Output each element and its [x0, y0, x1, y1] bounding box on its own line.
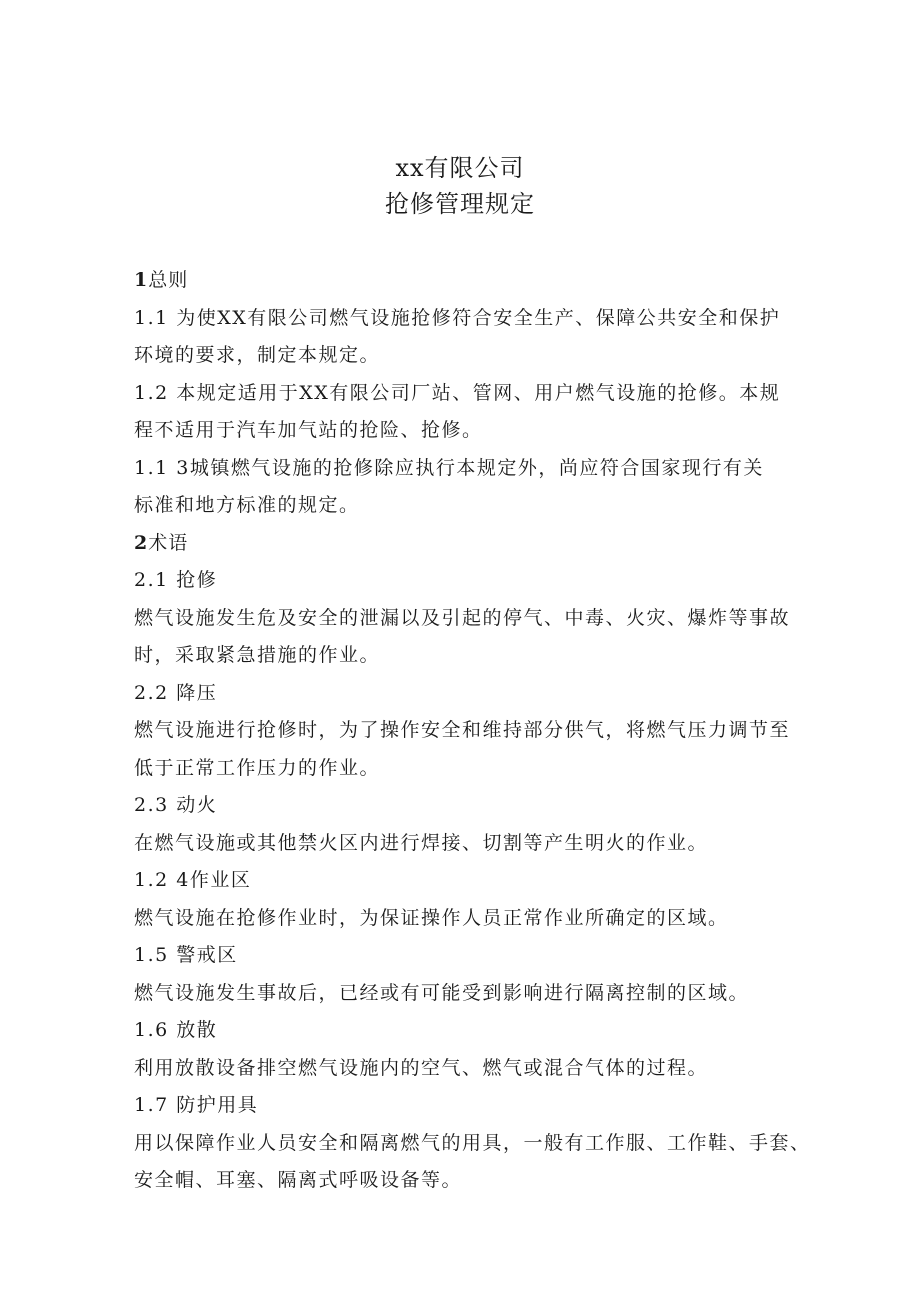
term-heading: 1.5 警戒区 — [134, 944, 238, 966]
paragraph-line: 1.2 本规定适用于XX有限公司厂站、管网、用户燃气设施的抢修。本规 — [134, 381, 781, 404]
paragraph-line: 1.1 3城镇燃气设施的抢修除应执行本规定外，尚应符合国家现行有关 — [134, 456, 764, 479]
term-heading: 1.7 防护用具 — [134, 1094, 259, 1116]
paragraph-line: 程不适用于汽车加气站的抢险、抢修。 — [134, 419, 483, 441]
term-heading: 1.2 4作业区 — [134, 869, 252, 891]
company-name: xx有限公司 — [395, 154, 525, 182]
term-heading: 2.1 抢修 — [134, 569, 218, 591]
paragraph-line: 标准和地方标准的规定。 — [134, 494, 360, 516]
paragraph-line: 燃气设施发生危及安全的泄漏以及引起的停气、中毒、火灾、爆炸等事故 — [134, 606, 791, 629]
term-heading: 2.2 降压 — [134, 681, 218, 704]
paragraph-line: 燃气设施发生事故后，已经或有可能受到影响进行隔离控制的区域。 — [134, 981, 750, 1004]
term-heading: 2.3 动火 — [134, 794, 218, 816]
paragraph-line: 在燃气设施或其他禁火区内进行焊接、切割等产生明火的作业。 — [134, 831, 709, 854]
section-heading-general — [134, 262, 814, 300]
section-heading-text: 术语 — [148, 531, 189, 554]
regulation-title: 抢修管理规定 — [385, 190, 535, 218]
paragraph-line: 环境的要求，制定本规定。 — [134, 344, 381, 366]
term-heading: 1.6 放散 — [134, 1019, 218, 1041]
paragraph-line: 安全帽、耳塞、隔离式呼吸设备等。 — [134, 1169, 463, 1191]
paragraph-line: 时，采取紧急措施的作业。 — [134, 644, 381, 666]
paragraph-line: 用以保障作业人员安全和隔离燃气的用具，一般有工作服、工作鞋、手套、 — [134, 1131, 811, 1154]
paragraph-line: 燃气设施进行抢修时，为了操作安全和维持部分供气，将燃气压力调节至 — [134, 719, 791, 741]
paragraph-line: 1.1 为使XX有限公司燃气设施抢修符合安全生产、保障公共安全和保护 — [134, 306, 781, 329]
document-title — [0, 150, 920, 222]
section-number: 1 — [134, 269, 149, 291]
document-body — [134, 262, 814, 1200]
paragraph-line: 低于正常工作压力的作业。 — [134, 756, 381, 779]
paragraph-line: 利用放散设备排空燃气设施内的空气、燃气或混合气体的过程。 — [134, 1056, 709, 1079]
section-heading-text: 总则 — [148, 269, 189, 291]
section-heading-terms — [134, 525, 814, 563]
section-number: 2 — [134, 531, 149, 554]
paragraph-line: 燃气设施在抢修作业时，为保证操作人员正常作业所确定的区域。 — [134, 906, 729, 929]
